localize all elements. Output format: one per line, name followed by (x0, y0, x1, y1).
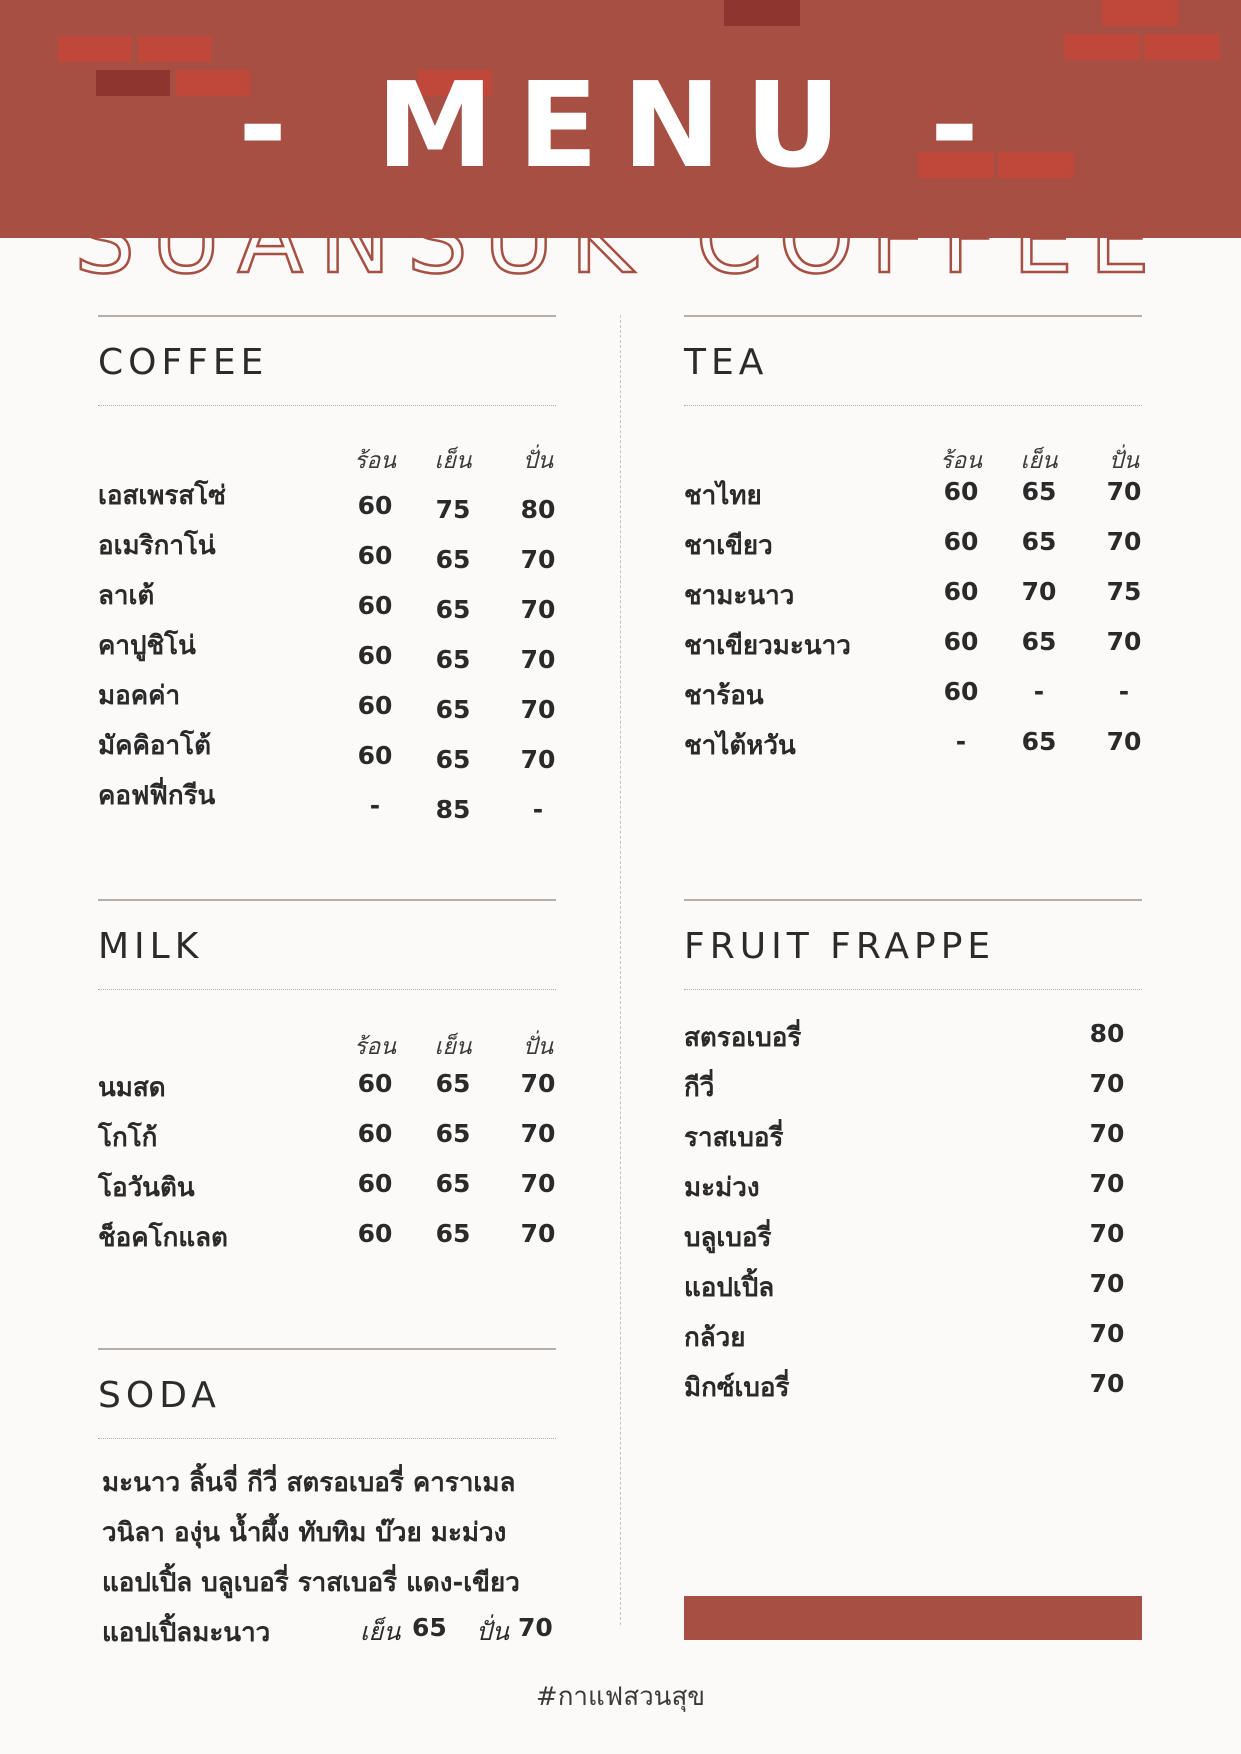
section-title-milk: MILK (98, 926, 204, 967)
price-iced: 65 (435, 1219, 471, 1248)
price-iced: 65 (1021, 627, 1057, 656)
price-hot: 60 (357, 1119, 393, 1148)
price-iced: 65 (435, 1119, 471, 1148)
price-frappe: 70 (1089, 1119, 1125, 1148)
brick (138, 36, 212, 62)
price-hot: 60 (943, 677, 979, 706)
menu-item-name: กล้วย (684, 1323, 746, 1353)
brand-name (0, 178, 1241, 288)
menu-item-name: มิกซ์เบอรี่ (684, 1373, 790, 1403)
price-blended: 70 (520, 745, 556, 774)
menu-item-name: โกโก้ (98, 1123, 158, 1153)
menu-item-name: มัคคิอาโต้ (98, 731, 211, 761)
brick (1144, 34, 1220, 60)
column-header-blended: ปั่น (1108, 448, 1140, 474)
price-blended: 70 (520, 1119, 556, 1148)
milk-section (98, 899, 556, 1259)
column-divider (620, 315, 621, 1625)
soda-section (98, 1348, 556, 1648)
menu-item-name: ชาร้อน (684, 681, 764, 711)
soda-flavor-line: แอปเปิ้ล บลูเบอรี่ ราสเบอรี่ แดง-เขียว (102, 1568, 520, 1598)
coffee-section (98, 315, 556, 835)
price-hot: 60 (943, 627, 979, 656)
price-iced: 65 (435, 1169, 471, 1198)
menu-item-name: ชามะนาว (684, 581, 795, 611)
menu-item-name: คอฟฟี่กรีน (98, 781, 216, 811)
price-iced: 65 (435, 1069, 471, 1098)
price-blended: 70 (520, 595, 556, 624)
soda-iced-label: เย็น (360, 1617, 401, 1646)
menu-item-name: ชาเขียว (684, 531, 773, 561)
menu-item-name: มะม่วง (684, 1173, 760, 1203)
price-iced: 70 (1021, 577, 1057, 606)
price-blended: 70 (520, 645, 556, 674)
price-hot: 60 (943, 527, 979, 556)
menu-item-name: โอวันติน (98, 1173, 195, 1203)
price-hot: - (369, 791, 381, 820)
brick (1102, 0, 1178, 26)
menu-item-name: ชาเขียวมะนาว (684, 631, 851, 661)
price-blended: 70 (1106, 527, 1142, 556)
price-frappe: 70 (1089, 1269, 1125, 1298)
section-title-coffee: COFFEE (98, 342, 269, 383)
section-title-soda: SODA (98, 1375, 221, 1416)
footer-hashtag: #กาแฟสวนสุข (535, 1682, 706, 1712)
price-frappe: 70 (1089, 1369, 1125, 1398)
frappe-section (684, 899, 1142, 1419)
accent-bar (684, 1596, 1142, 1640)
price-blended: 70 (1106, 477, 1142, 506)
section-rule (98, 1348, 556, 1350)
soda-blended-price: 70 (518, 1613, 553, 1642)
price-hot: 60 (357, 741, 393, 770)
soda-blended-label: ปั่น (476, 1617, 509, 1646)
price-frappe: 70 (1089, 1219, 1125, 1248)
price-blended: 70 (1106, 727, 1142, 756)
section-dotted-rule (684, 405, 1142, 406)
price-blended: 70 (520, 695, 556, 724)
section-rule (684, 315, 1142, 317)
menu-item-name: คาปูชิโน่ (98, 631, 196, 661)
column-header-blended: ปั่น (522, 1034, 554, 1060)
brick (724, 0, 800, 26)
price-blended: 75 (1106, 577, 1142, 606)
price-iced: 65 (1021, 727, 1057, 756)
menu-item-name: นมสด (98, 1073, 166, 1103)
price-hot: 60 (357, 591, 393, 620)
price-blended: - (532, 795, 544, 824)
soda-flavor-line: มะนาว ลิ้นจี่ กีวี่ สตรอเบอรี่ คาราเมล (102, 1468, 516, 1498)
price-frappe: 80 (1089, 1019, 1125, 1048)
price-hot: 60 (943, 577, 979, 606)
section-rule (98, 899, 556, 901)
menu-item-name: ลาเต้ (98, 581, 155, 611)
price-frappe: 70 (1089, 1319, 1125, 1348)
price-hot: 60 (357, 641, 393, 670)
soda-iced-price: 65 (412, 1613, 447, 1642)
section-dotted-rule (98, 405, 556, 406)
section-title-tea: TEA (684, 342, 769, 383)
price-iced: 75 (435, 495, 471, 524)
price-blended: 70 (520, 1169, 556, 1198)
soda-flavor-line: วนิลา องุ่น น้ำผึ้ง ทับทิม บ๊วย มะม่วง (102, 1518, 507, 1548)
menu-item-name: กีวี่ (684, 1073, 715, 1103)
price-iced: 65 (435, 745, 471, 774)
menu-item-name: สตรอเบอรี่ (684, 1023, 802, 1053)
tea-section (684, 315, 1142, 765)
column-header-hot: ร้อน (354, 1034, 396, 1060)
menu-item-name: ชาไต้หวัน (684, 731, 796, 761)
menu-item-name: แอปเปิ้ล (684, 1273, 775, 1303)
column-header-blended: ปั่น (522, 448, 554, 474)
price-frappe: 70 (1089, 1169, 1125, 1198)
price-blended: 70 (1106, 627, 1142, 656)
price-hot: - (955, 727, 967, 756)
price-frappe: 70 (1089, 1069, 1125, 1098)
price-iced: 65 (435, 645, 471, 674)
price-hot: 60 (943, 477, 979, 506)
column-header-iced: เย็น (434, 448, 472, 474)
column-header-iced: เย็น (1020, 448, 1058, 474)
price-blended: - (1118, 677, 1130, 706)
column-header-iced: เย็น (434, 1034, 472, 1060)
price-iced: 65 (1021, 477, 1057, 506)
price-iced: 65 (435, 695, 471, 724)
price-blended: 70 (520, 545, 556, 574)
price-iced: 65 (435, 545, 471, 574)
section-title-frappe: FRUIT FRAPPE (684, 926, 996, 967)
price-hot: 60 (357, 1069, 393, 1098)
price-hot: 60 (357, 541, 393, 570)
price-iced: 85 (435, 795, 471, 824)
price-hot: 60 (357, 1169, 393, 1198)
section-rule (98, 315, 556, 317)
section-dotted-rule (684, 989, 1142, 990)
menu-item-name: บลูเบอรี่ (684, 1223, 772, 1253)
soda-flavor-line: แอปเปิ้ลมะนาว (102, 1618, 271, 1648)
price-iced: 65 (435, 595, 471, 624)
price-blended: 70 (520, 1219, 556, 1248)
price-hot: 60 (357, 1219, 393, 1248)
menu-item-name: ช็อคโกแลต (98, 1223, 228, 1253)
price-hot: 60 (357, 691, 393, 720)
column-header-hot: ร้อน (940, 448, 982, 474)
column-header-hot: ร้อน (354, 448, 396, 474)
section-dotted-rule (98, 989, 556, 990)
page-title: - MENU - (238, 56, 1003, 194)
price-iced: - (1033, 677, 1045, 706)
brick (58, 36, 132, 62)
menu-item-name: ชาไทย (684, 481, 762, 511)
brick (1064, 34, 1140, 60)
menu-item-name: มอคค่า (98, 681, 181, 711)
menu-item-name: อเมริกาโน่ (98, 531, 216, 561)
menu-item-name: ราสเบอรี่ (684, 1123, 784, 1153)
price-blended: 80 (520, 495, 556, 524)
price-hot: 60 (357, 491, 393, 520)
brand-outline-text: SUANSUK COFFEE (74, 183, 1166, 288)
menu-item-name: เอสเพรสโซ่ (98, 481, 226, 511)
price-blended: 70 (520, 1069, 556, 1098)
section-rule (684, 899, 1142, 901)
section-dotted-rule (98, 1438, 556, 1439)
price-iced: 65 (1021, 527, 1057, 556)
